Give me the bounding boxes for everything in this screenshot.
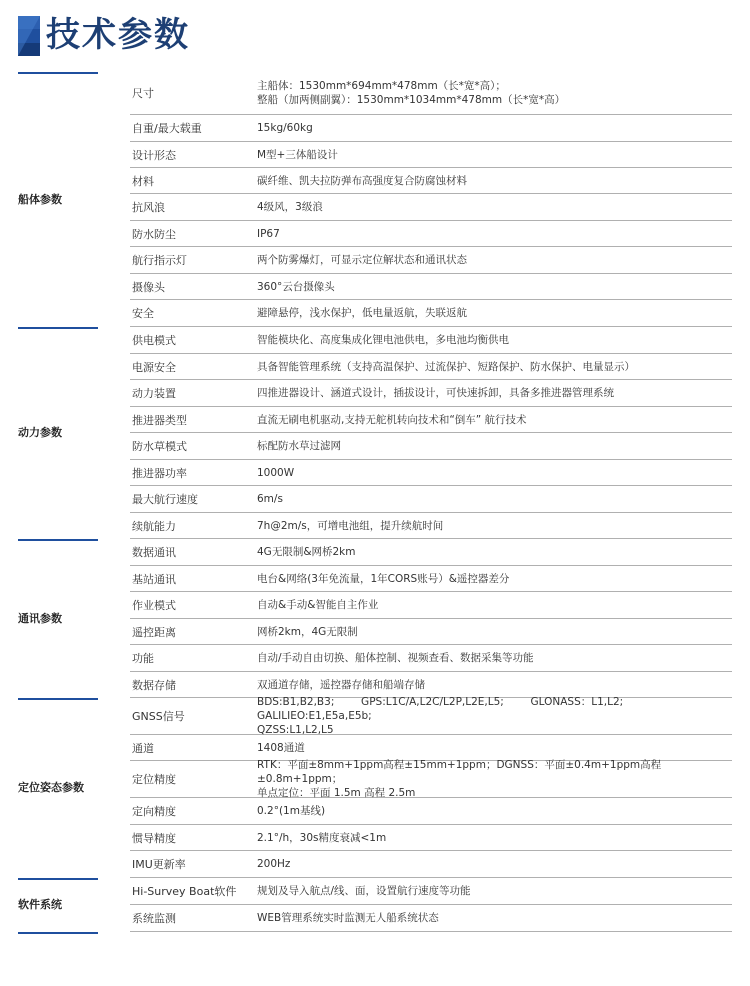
spec-row [130,168,732,194]
spec-value-text: 0.2°(1m基线) [257,805,326,817]
spec-value [257,460,729,485]
spec-name: 尺寸 [132,87,154,100]
spec-value-text: 四推进器设计、涵道式设计，插拔设计，可快速拆卸，具备多推进器管理系统 [257,387,614,399]
spec-value [257,433,729,459]
spec-name: 自重/最大载重 [132,122,202,135]
spec-row [130,433,732,460]
spec-name: 系统监测 [132,912,176,925]
spec-row [130,380,732,407]
spec-value [257,142,729,167]
spec-name: 抗风浪 [132,201,165,214]
spec-row [130,327,732,354]
spec-value [257,825,729,850]
spec-value [257,327,729,353]
spec-value [257,698,729,734]
spec-name: 功能 [132,652,154,665]
spec-name: 电源安全 [132,360,176,374]
spec-value [257,354,729,379]
spec-name: 防水防尘 [132,227,176,241]
spec-name: 动力装置 [132,387,176,400]
spec-row [130,566,732,592]
spec-value-text: 避障悬停，浅水保护，低电量返航，失联返航 [257,307,467,319]
spec-value [257,168,729,193]
section-label: 定位姿态参数 [18,781,84,794]
spec-row [130,851,732,878]
spec-row [130,221,732,247]
spec-table [0,72,750,932]
spec-row [130,115,732,142]
spec-name: 通道 [132,741,154,755]
spec-value [257,194,729,220]
spec-value [257,645,729,671]
spec-value-text: 具备智能管理系统（支持高温保护、过流保护、短路保护、防水保护、电量显示） [257,360,635,373]
spec-value [257,300,729,326]
spec-value [257,672,729,697]
spec-name: 作业模式 [132,599,176,612]
spec-value-text: 360°云台摄像头 [257,280,335,293]
section-bottom-line [18,932,98,934]
section-divider [18,698,98,700]
spec-value [257,513,729,538]
spec-row [130,300,732,327]
spec-name: 惯导精度 [132,831,176,845]
spec-value-text: 智能模块化、高度集成化锂电池供电，多电池均衡供电 [257,334,509,346]
spec-row [130,486,732,513]
spec-value-text: 规划及导入航点/线、面，设置航行速度等功能 [257,885,471,897]
section [0,327,750,539]
spec-row [130,460,732,486]
spec-name: 安全 [132,307,154,320]
spec-name: 防水草模式 [132,440,187,453]
spec-value [257,619,729,644]
spec-value-text: 1408通道 [257,741,305,754]
spec-value [257,592,729,618]
spec-name: 推进器功率 [132,466,187,480]
spec-name: 摄像头 [132,280,165,294]
spec-value-text: 自动&手动&智能自主作业 [257,599,379,611]
spec-value-text: WEB管理系统实时监测无人船系统状态 [257,912,439,924]
spec-row [130,698,732,735]
spec-row [130,798,732,825]
spec-row [130,354,732,380]
spec-name: 材料 [132,174,154,188]
spec-value [257,486,729,512]
spec-value [257,878,729,904]
spec-value-text: 2.1°/h，30s精度衰减<1m [257,831,387,844]
section-label: 通讯参数 [18,611,62,625]
spec-name: 设计形态 [132,148,176,162]
section-label: 软件系统 [18,898,62,911]
spec-name: 最大航行速度 [132,493,198,506]
document-logo-icon [18,16,40,56]
section [0,878,750,932]
spec-value-text: 自动/手动自由切换、船体控制、视频查看、数据采集等功能 [257,652,534,664]
spec-value [257,851,729,877]
spec-row [130,72,732,115]
spec-name: 遥控距离 [132,625,176,639]
spec-value-text: 电台&网络(3年免流量，1年CORS账号）&遥控器差分 [257,572,510,585]
spec-value-text: 碳纤维、凯夫拉防弹布高强度复合防腐蚀材料 [257,174,467,187]
spec-value [257,72,729,114]
spec-row [130,761,732,798]
spec-row [130,825,732,851]
spec-value [257,539,729,565]
spec-value [257,735,729,760]
section [0,539,750,698]
spec-name: 定向精度 [132,805,176,818]
spec-value [257,798,729,824]
spec-row [130,194,732,221]
spec-value-text: 1000W [257,466,295,479]
section [0,698,750,878]
spec-value-text: 两个防雾爆灯，可显示定位解状态和通讯状态 [257,254,467,266]
spec-value-text: 4级风，3级浪 [257,201,323,213]
spec-value-text: M型+三体船设计 [257,148,338,161]
spec-value-text: 4G无限制&网桥2km [257,546,356,558]
spec-value-text: 200Hz [257,858,291,870]
spec-name: 数据通讯 [132,546,176,559]
spec-value [257,274,729,299]
spec-value [257,380,729,406]
spec-value [257,115,729,141]
spec-row [130,905,732,932]
spec-value-text: RTK：平面±8mm+1ppm高程±15mm+1ppm；DGNSS：平面±0.4m+1ppm高程 ±0.8m+1ppm； 单点定位：平面 1.5m 高程 2.5m [257,759,662,799]
spec-row [130,274,732,300]
spec-name: 续航能力 [132,519,176,533]
spec-name: GNSS信号 [132,710,185,723]
spec-name: IMU更新率 [132,858,186,871]
spec-name: 供电模式 [132,334,176,347]
spec-value-text: 主船体：1530mm*694mm*478mm（长*宽*高）； 整船（加两侧副翼）：1530mm*1034mm*478mm（长*宽*高） [257,80,566,106]
spec-value-text: 直流无刷电机驱动,支持无舵机转向技术和“倒车” 航行技术 [257,413,527,426]
section-divider [18,539,98,541]
spec-name: 航行指示灯 [132,254,187,267]
spec-name: 定位精度 [132,773,176,786]
spec-name: 基站通讯 [132,572,176,586]
spec-row [130,407,732,433]
spec-row [130,247,732,274]
spec-row [130,645,732,672]
spec-value-text: 6m/s [257,493,283,505]
section-label: 动力参数 [18,426,62,439]
section-label: 船体参数 [18,192,62,206]
spec-value [257,566,729,591]
spec-value [257,407,729,432]
section-divider [18,72,98,74]
spec-value [257,221,729,246]
page-title: 技术参数 [46,15,190,55]
spec-value [257,247,729,273]
spec-value-text: BDS:B1,B2,B3; GPS:L1C/A,L2C/L2P,L2E,L5; GLONASS：L1,L2; GALILIEO:E1,E5a,E5b; QZSS:L1,L2,L5 [257,696,624,736]
spec-row [130,539,732,566]
section [0,72,750,327]
spec-row [130,142,732,168]
spec-name: 数据存储 [132,678,176,692]
spec-value [257,905,729,931]
spec-value [257,761,729,797]
spec-row [130,592,732,619]
spec-value-text: 15kg/60kg [257,122,313,134]
spec-row [130,513,732,539]
spec-row [130,878,732,905]
spec-value-text: 标配防水草过滤网 [257,440,341,452]
spec-name: 推进器类型 [132,413,187,427]
spec-name: Hi-Survey Boat软件 [132,885,237,898]
section-divider [18,327,98,329]
spec-value-text: IP67 [257,227,280,240]
spec-value-text: 网桥2km，4G无限制 [257,625,358,638]
spec-row [130,619,732,645]
section-divider [18,878,98,880]
spec-value-text: 双通道存储，遥控器存储和船端存储 [257,678,425,691]
spec-value-text: 7h@2m/s，可增电池组，提升续航时间 [257,519,444,532]
